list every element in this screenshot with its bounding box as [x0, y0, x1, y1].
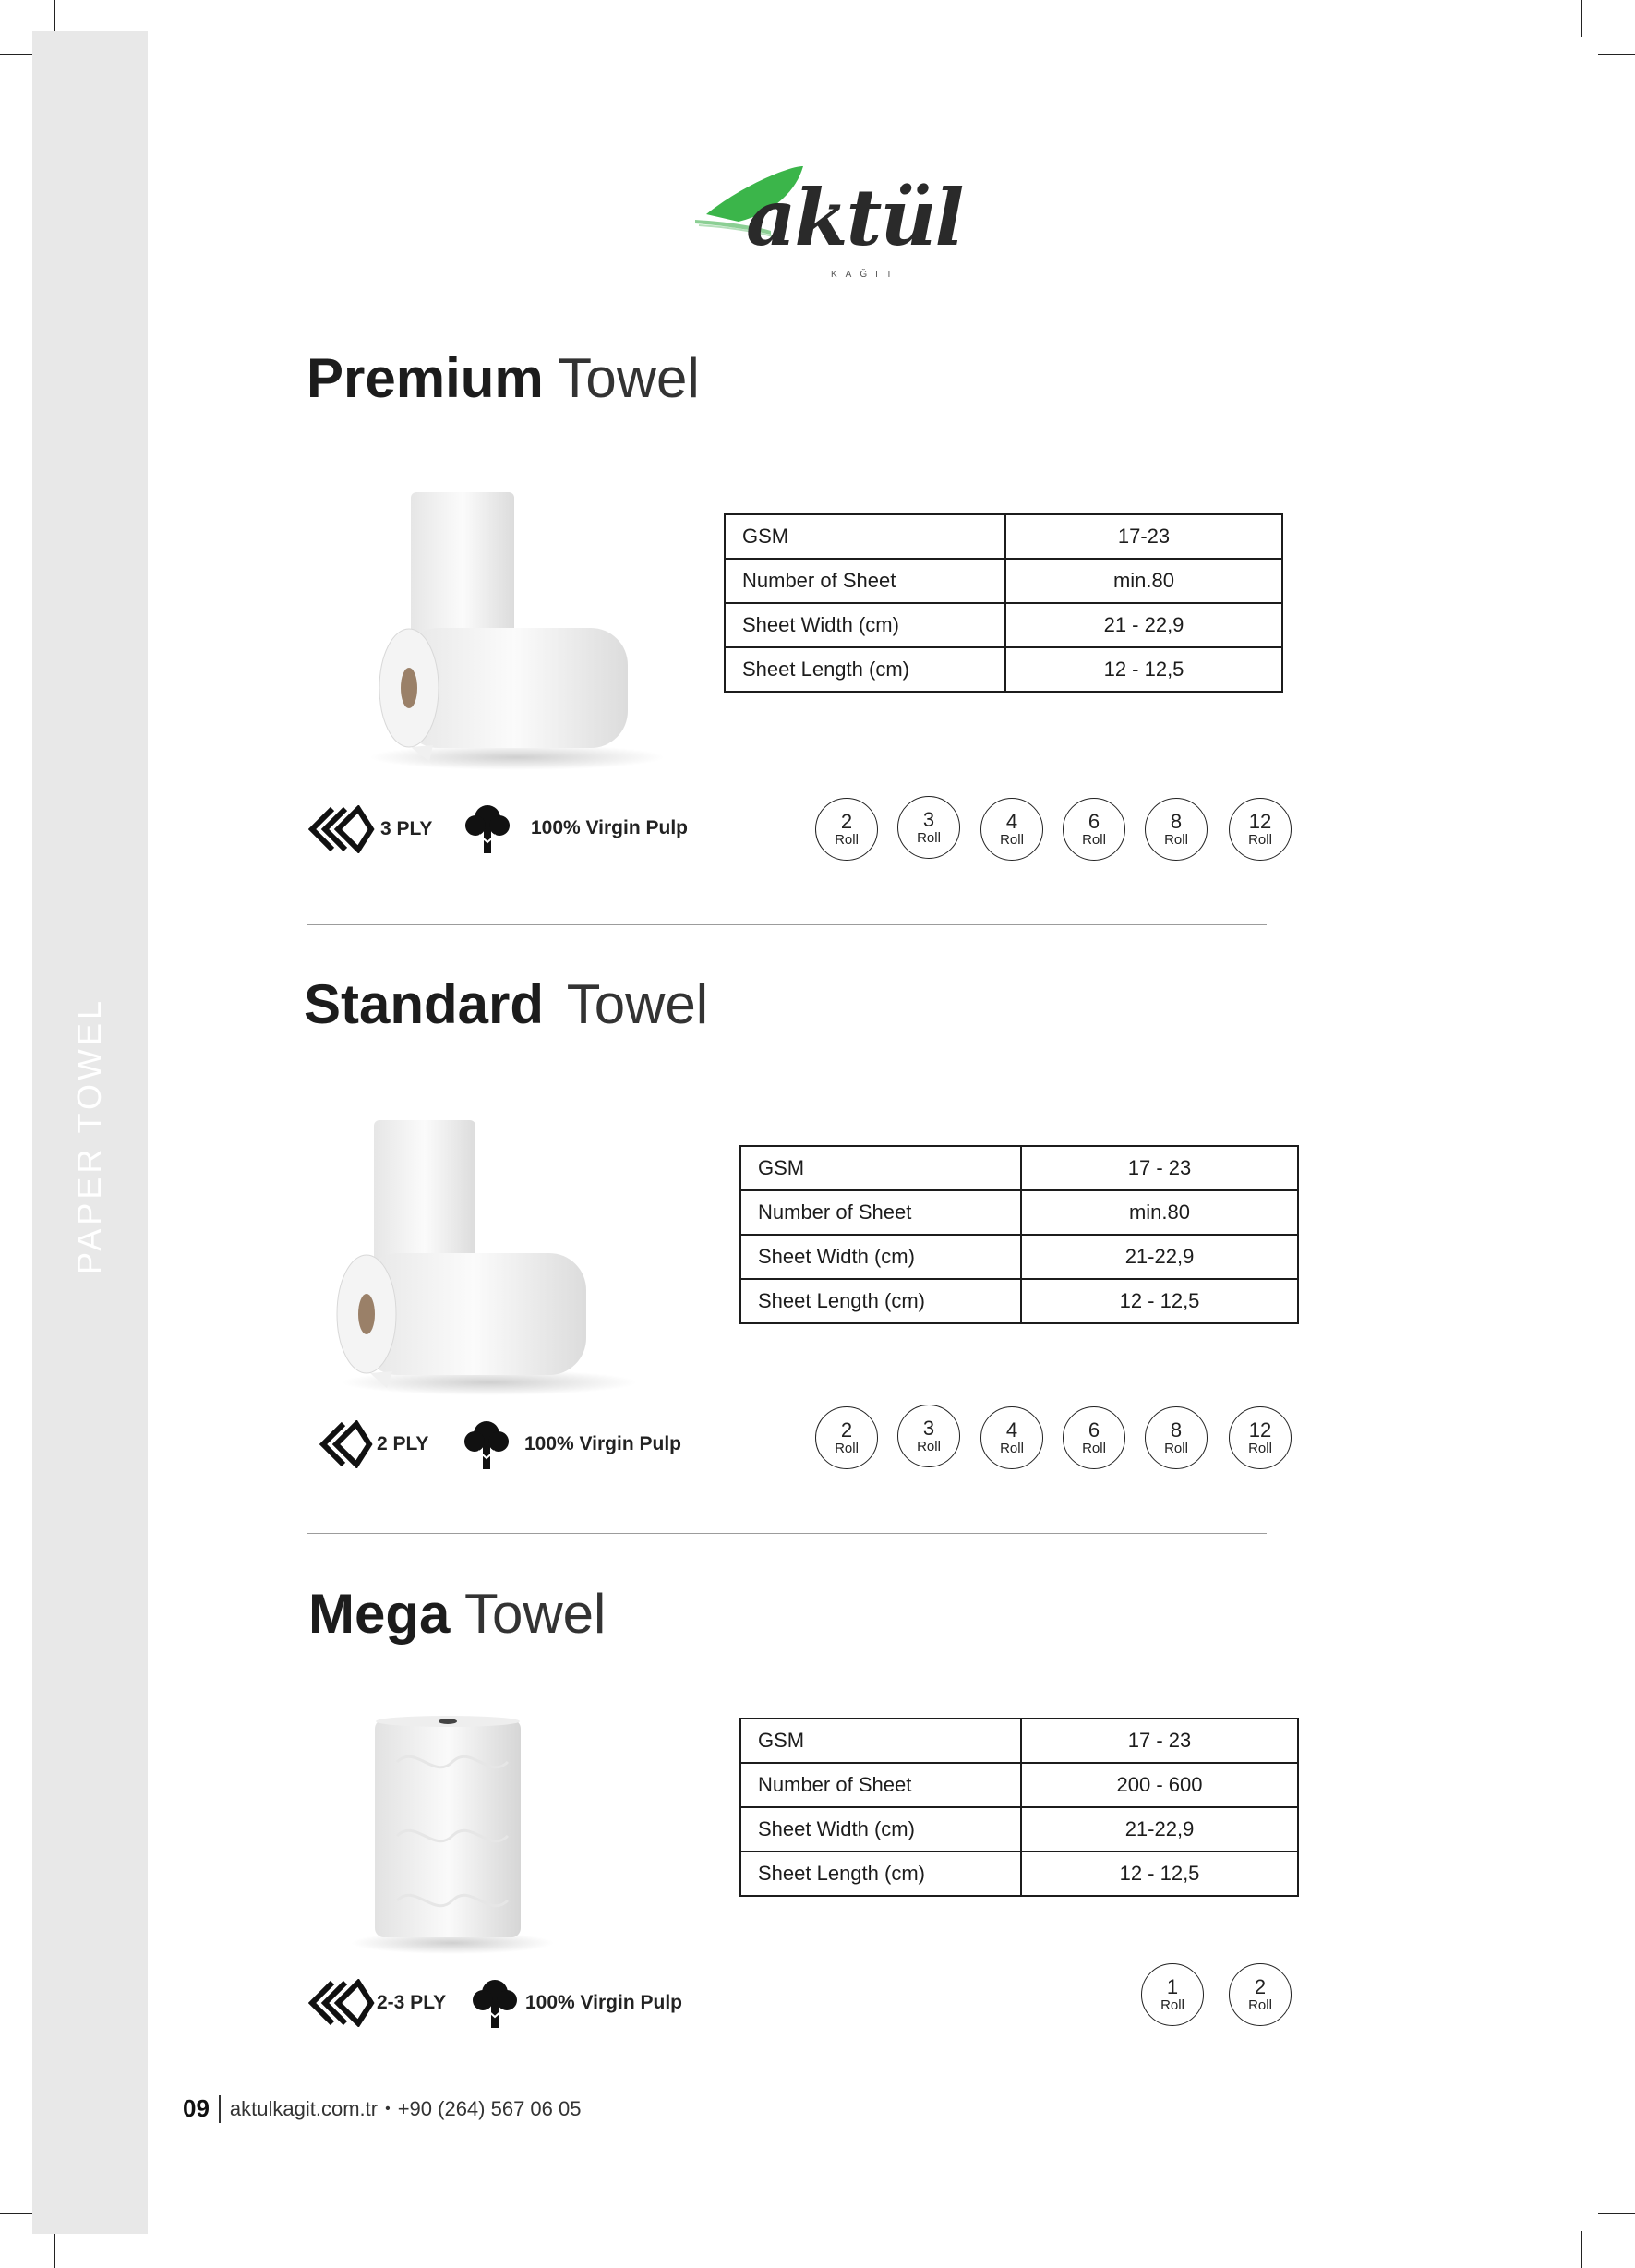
spec-label: GSM	[725, 514, 1005, 559]
ply-label: 3 PLY	[380, 818, 433, 839]
spec-value: min.80	[1005, 559, 1282, 603]
roll-unit: Roll	[1248, 1441, 1272, 1456]
roll-count-badge	[897, 796, 960, 859]
spec-value: 21 - 22,9	[1005, 603, 1282, 647]
roll-count: 2	[840, 810, 853, 833]
phone-number[interactable]: +90 (264) 567 06 05	[397, 2096, 582, 2120]
product-title-light: Towel	[566, 973, 709, 1035]
tree-icon	[463, 1418, 510, 1471]
spec-value: 17 - 23	[1021, 1719, 1298, 1763]
product-title	[307, 346, 700, 410]
towel-roll-image	[355, 485, 679, 771]
product-title-light: Towel	[558, 347, 700, 409]
roll-unit: Roll	[1082, 832, 1106, 848]
spec-value: 200 - 600	[1021, 1763, 1298, 1807]
pulp-feature	[464, 802, 688, 855]
roll-unit: Roll	[917, 830, 941, 846]
spec-label: Sheet Length (cm)	[725, 647, 1005, 692]
ply-layers-icon	[318, 1420, 373, 1468]
roll-count: 4	[1005, 810, 1018, 833]
roll-count-badge	[1145, 1406, 1208, 1469]
crop-mark	[1581, 0, 1582, 37]
table-row	[725, 647, 1282, 692]
roll-count: 8	[1170, 1418, 1183, 1442]
table-row	[740, 1146, 1298, 1190]
roll-count-badge	[1229, 1406, 1292, 1469]
roll-count-badge	[897, 1405, 960, 1467]
ply-layers-icon	[308, 1979, 375, 2027]
table-row	[740, 1852, 1298, 1896]
brand-name: aktül	[746, 172, 963, 263]
roll-count-badge	[1229, 1963, 1292, 2026]
spec-label: GSM	[740, 1146, 1021, 1190]
product-title-bold: Standard	[304, 973, 545, 1035]
roll-unit: Roll	[1164, 832, 1188, 848]
roll-count: 2	[1254, 1975, 1267, 1998]
spec-label: Sheet Width (cm)	[740, 1807, 1021, 1852]
crop-mark	[0, 54, 37, 55]
roll-count: 1	[1166, 1975, 1179, 1998]
roll-unit: Roll	[1160, 1997, 1184, 2013]
roll-unit: Roll	[1000, 1441, 1024, 1456]
roll-count: 2	[840, 1418, 853, 1442]
spec-label: Sheet Length (cm)	[740, 1852, 1021, 1896]
roll-count-badge	[1063, 798, 1125, 861]
crop-mark	[0, 2213, 37, 2214]
table-row	[740, 1279, 1298, 1323]
table-row	[740, 1807, 1298, 1852]
table-row	[725, 603, 1282, 647]
roll-count: 6	[1088, 810, 1100, 833]
spec-table	[724, 513, 1283, 693]
roll-count: 6	[1088, 1418, 1100, 1442]
spec-label: Number of Sheet	[740, 1763, 1021, 1807]
pulp-feature	[463, 1418, 681, 1471]
spec-value: 12 - 12,5	[1021, 1852, 1298, 1896]
roll-unit: Roll	[1000, 832, 1024, 848]
roll-count: 8	[1170, 810, 1183, 833]
spec-label: Number of Sheet	[740, 1190, 1021, 1235]
roll-count-badge	[1063, 1406, 1125, 1469]
table-row	[740, 1190, 1298, 1235]
footer-divider	[219, 2095, 221, 2123]
ply-feature	[308, 805, 432, 853]
spec-value: 12 - 12,5	[1021, 1279, 1298, 1323]
table-row	[740, 1235, 1298, 1279]
roll-unit: Roll	[1248, 1997, 1272, 2013]
roll-unit: Roll	[1248, 832, 1272, 848]
spec-label: GSM	[740, 1719, 1021, 1763]
roll-count-badge	[980, 1406, 1043, 1469]
roll-unit: Roll	[835, 1441, 859, 1456]
spec-value: 17-23	[1005, 514, 1282, 559]
ply-label: 2 PLY	[377, 1433, 429, 1454]
roll-count: 3	[922, 808, 935, 831]
roll-unit: Roll	[1082, 1441, 1106, 1456]
spec-table	[739, 1145, 1299, 1324]
page-number: 09	[183, 2094, 210, 2122]
crop-mark	[1598, 2213, 1635, 2214]
crop-mark	[1598, 54, 1635, 55]
crop-mark	[54, 2231, 55, 2268]
pulp-label: 100% Virgin Pulp	[525, 1992, 682, 2013]
roll-count-badge	[815, 798, 878, 861]
pulp-feature	[472, 1976, 682, 2030]
section-divider	[307, 1533, 1267, 1534]
towel-roll-image	[328, 1113, 651, 1399]
roll-count-badge	[1229, 798, 1292, 861]
spec-label: Sheet Width (cm)	[740, 1235, 1021, 1279]
table-row	[725, 514, 1282, 559]
roll-count: 4	[1005, 1418, 1018, 1442]
spec-label: Sheet Width (cm)	[725, 603, 1005, 647]
spec-value: 21-22,9	[1021, 1235, 1298, 1279]
table-row	[740, 1719, 1298, 1763]
roll-unit: Roll	[1164, 1441, 1188, 1456]
spec-table	[739, 1718, 1299, 1897]
crop-mark	[1581, 2231, 1582, 2268]
ply-feature	[308, 1979, 446, 2027]
section-divider	[307, 924, 1267, 925]
product-title-bold: Premium	[307, 347, 544, 409]
ply-layers-icon	[308, 805, 375, 853]
footer-dot: •	[385, 2100, 391, 2117]
product-title-bold: Mega	[308, 1583, 451, 1645]
tree-icon	[464, 802, 511, 855]
spec-value: min.80	[1021, 1190, 1298, 1235]
roll-unit: Roll	[917, 1439, 941, 1454]
spec-label: Sheet Length (cm)	[740, 1279, 1021, 1323]
towel-roll-image	[342, 1707, 563, 1956]
roll-count-badge	[815, 1406, 878, 1469]
table-row	[740, 1763, 1298, 1807]
roll-count-badge	[1141, 1963, 1204, 2026]
roll-count-badge	[1145, 798, 1208, 861]
product-title	[304, 972, 708, 1036]
product-title-light: Towel	[463, 1583, 607, 1645]
table-row	[725, 559, 1282, 603]
tree-icon	[472, 1976, 518, 2030]
spec-label: Number of Sheet	[725, 559, 1005, 603]
spec-value: 12 - 12,5	[1005, 647, 1282, 692]
page-footer	[183, 2094, 581, 2123]
product-title	[308, 1582, 606, 1646]
brand-subtitle: KAĞIT	[831, 270, 901, 280]
pulp-label: 100% Virgin Pulp	[524, 1433, 681, 1454]
roll-count: 3	[922, 1417, 935, 1440]
section-label: PAPER TOWEL	[70, 996, 108, 1275]
roll-count-badge	[980, 798, 1043, 861]
spec-value: 21-22,9	[1021, 1807, 1298, 1852]
ply-label: 2-3 PLY	[377, 1992, 447, 2013]
spec-value: 17 - 23	[1021, 1146, 1298, 1190]
pulp-label: 100% Virgin Pulp	[531, 817, 688, 838]
roll-count: 12	[1248, 810, 1272, 833]
ply-feature	[318, 1420, 428, 1468]
roll-unit: Roll	[835, 832, 859, 848]
website-link[interactable]: aktulkagit.com.tr	[229, 2096, 379, 2120]
roll-count: 12	[1248, 1418, 1272, 1442]
